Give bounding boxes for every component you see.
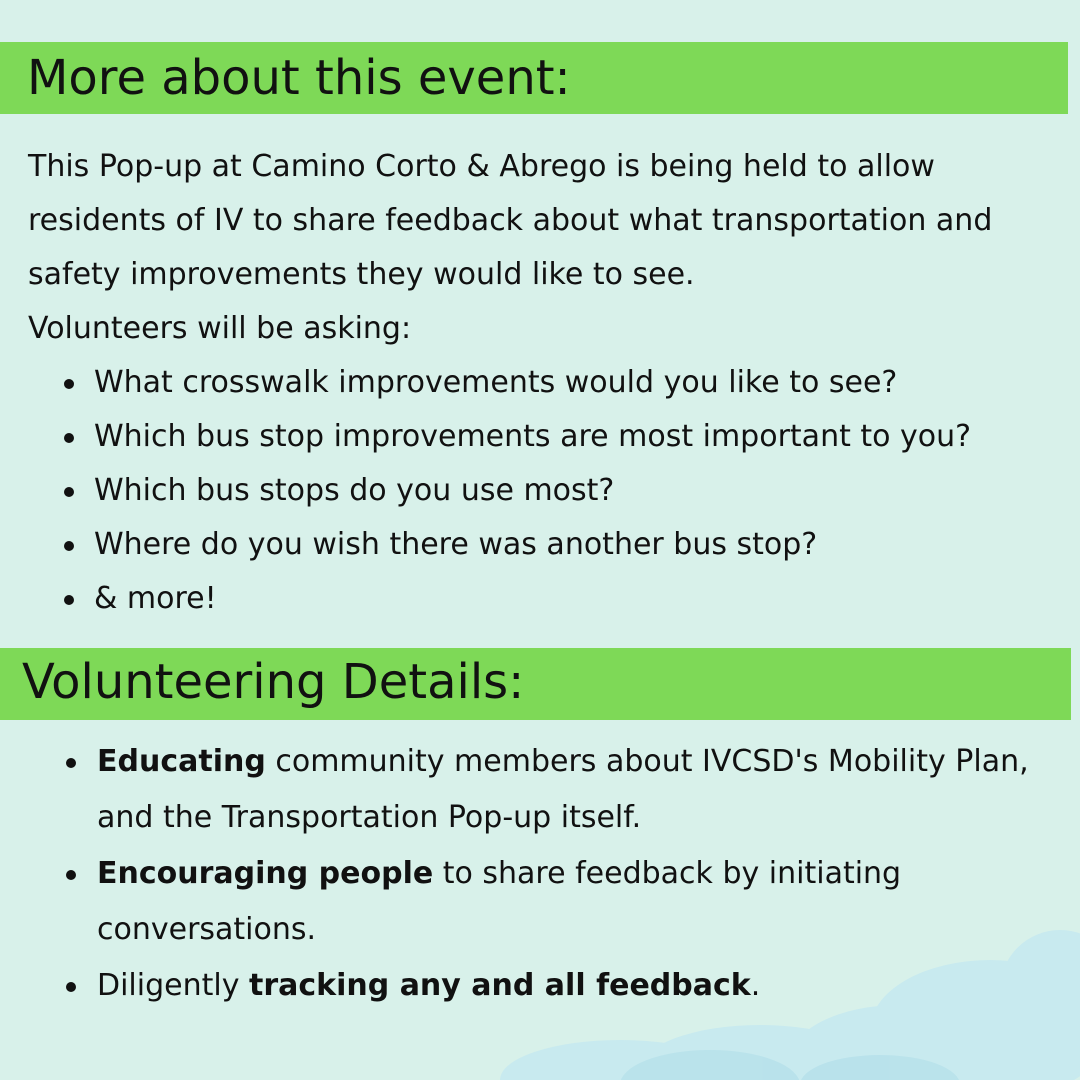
detail-text: community members about IVCSD's Mobility Plan, and the Transportation Pop-up itself. [97, 744, 1029, 835]
list-item [97, 958, 1067, 1014]
list-item: Which bus stops do you use most? [94, 464, 1064, 518]
volunteering-section-title: Volunteering Details: [22, 654, 525, 710]
volunteering-section-banner [0, 648, 1071, 720]
questions-list [94, 356, 1064, 626]
list-item: Where do you wish there was another bus stop? [94, 518, 1064, 572]
about-section-title: More about this event: [27, 50, 571, 106]
volunteering-details-list [97, 734, 1067, 1014]
intro-paragraph: This Pop-up at Camino Corto & Abrego is being held to allow residents of IV to share feedback about what transportation and safety improvements they would like to see. [28, 149, 993, 292]
list-item [97, 846, 1067, 958]
detail-text: Diligently [97, 968, 250, 1003]
list-item: Which bus stop improvements are most important to you? [94, 410, 1064, 464]
list-item [97, 734, 1067, 846]
detail-bold-text: tracking any and all feedback [249, 968, 751, 1003]
detail-text: to share feedback by initiating conversations. [97, 856, 902, 947]
about-intro [28, 140, 1068, 356]
detail-bold-text: Encouraging people [97, 856, 434, 891]
list-item: What crosswalk improvements would you like to see? [94, 356, 1064, 410]
about-section-banner [0, 42, 1068, 114]
detail-text: . [750, 968, 761, 1003]
detail-bold-text: Educating [97, 744, 266, 779]
list-item: & more! [94, 572, 1064, 626]
asking-intro: Volunteers will be asking: [28, 311, 412, 346]
